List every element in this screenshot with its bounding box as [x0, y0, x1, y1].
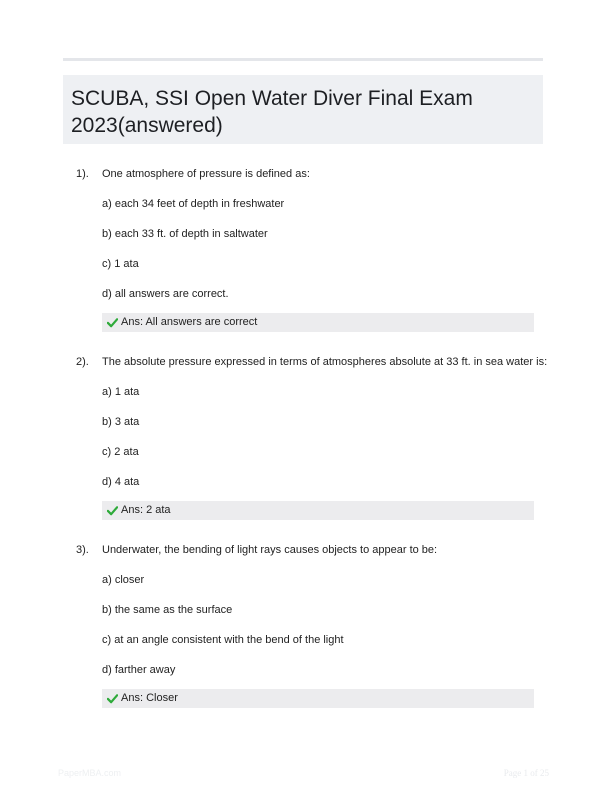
option-b: b) each 33 ft. of depth in saltwater — [102, 228, 268, 240]
answer-text: Ans: 2 ata — [121, 504, 171, 516]
document-title: SCUBA, SSI Open Water Diver Final Exam 2023(answered) — [71, 87, 473, 137]
answer-box — [102, 689, 534, 708]
option-c: c) at an angle consistent with the bend of the light — [102, 634, 344, 646]
footer-watermark: PaperMBA.com — [58, 768, 122, 778]
checkmark-icon — [107, 505, 118, 516]
question-text: The absolute pressure expressed in terms of atmospheres absolute at 33 ft. in sea water is: — [102, 356, 548, 368]
option-a: a) closer — [102, 574, 145, 586]
option-a: a) 1 ata — [102, 386, 140, 398]
page-number: Page 1 of 25 — [503, 768, 549, 778]
answer-text: Ans: All answers are correct — [121, 316, 258, 328]
option-d: d) farther away — [102, 664, 176, 676]
answer-text: Ans: Closer — [121, 692, 178, 704]
option-b: b) the same as the surface — [102, 604, 233, 616]
checkmark-icon — [107, 693, 118, 704]
question-number: 3). — [76, 544, 89, 556]
option-a: a) each 34 feet of depth in freshwater — [102, 198, 285, 210]
answer-box — [102, 313, 534, 332]
option-c: c) 1 ata — [102, 258, 139, 270]
top-divider — [63, 58, 543, 61]
title-banner — [63, 75, 543, 144]
option-c: c) 2 ata — [102, 446, 139, 458]
option-b: b) 3 ata — [102, 416, 140, 428]
option-d: d) all answers are correct. — [102, 288, 229, 300]
question-text: One atmosphere of pressure is defined as: — [102, 168, 310, 180]
answer-box — [102, 501, 534, 520]
option-d: d) 4 ata — [102, 476, 140, 488]
question-text: Underwater, the bending of light rays causes objects to appear to be: — [102, 544, 438, 556]
question-number: 2). — [76, 356, 89, 368]
checkmark-icon — [107, 317, 118, 328]
question-number: 1). — [76, 168, 89, 180]
